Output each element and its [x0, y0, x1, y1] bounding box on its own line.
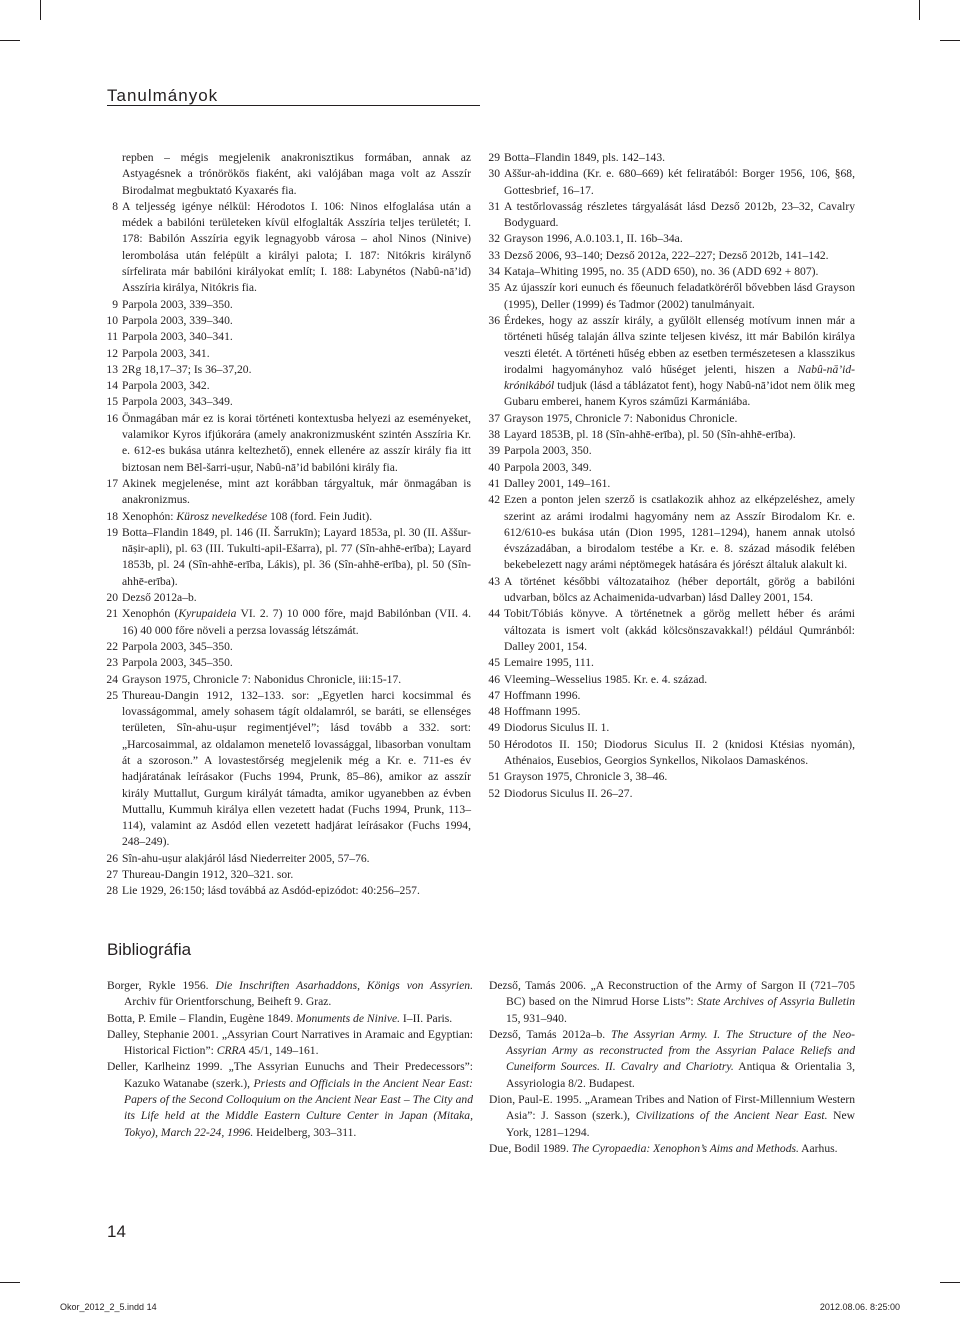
bibliography-entry [489, 978, 855, 1027]
footnote-text: Botta–Flandin 1849, pl. 146 (II. Šarrukīn); Layard 1853a, pl. 30 (II. Aššur-nāṣir-apli), pl. 63 (III. Tukulti-apil-Ešarra), pl. 77 (Sîn-ahhē-erība); Layard 1853b, pl. 24 (Sîn-ahhē-erība, Lákis), pl. 36 (Sîn-ahhē-erība), pl. 50 (Sîn-ahhē-erība). [122, 525, 471, 588]
footnote-number: 20 [106, 591, 118, 605]
footnote-text: Lie 1929, 26:150; lásd továbbá az Asdód-epizódot: 40:256–257. [122, 884, 420, 898]
footnote-number: 31 [488, 199, 500, 213]
footnotes-left-column [105, 150, 471, 900]
footnote-text-italic: Nabû-nā’id-krónikából [504, 362, 855, 393]
footnote-text: Parpola 2003, 339–340. [122, 313, 233, 327]
bibliography-title: The Assyrian Army. I. The Structure of the Neo-Assyrian Army as reconstructed from the Assyrian Palace Reliefs and Cuneiform Sources. II. Cavalry and Chariotry. [506, 1027, 855, 1074]
footnote-text: Parpola 2003, 345–350. [122, 656, 233, 670]
crop-mark [940, 1282, 960, 1283]
footnote-number: 12 [106, 346, 118, 360]
bibliography-text: Borger, Rykle 1956. [107, 979, 216, 992]
footnote [487, 411, 855, 427]
footnote-text: Érdekes, hogy az asszír király, a gyűlölt ellenség motívum innen már a történeti hűség talaján állva szinte teljesen kivész, itt már Babilón királya veszti életét. A történeti hűség ebben az esetben természetesen a klasszikus irodalmi hagyományhoz való hűséget jelenti, hiszen a [504, 313, 855, 376]
footnote-text: Xenophón: [122, 509, 177, 523]
footnote [487, 231, 855, 247]
footnote [105, 655, 471, 671]
footnote-text: Xenophón ( [122, 607, 179, 621]
footnote-text: Hoffmann 1995. [504, 705, 581, 719]
footnote [105, 883, 471, 899]
footnote [487, 150, 855, 166]
bibliography-text: I–II. Paris. [400, 1011, 453, 1025]
footnote-number: 45 [488, 656, 500, 670]
footnote-number: 41 [488, 476, 500, 490]
footnote-number: 19 [106, 525, 118, 539]
footnote-text: Grayson 1996, A.0.103.1, II. 16b–34a. [504, 232, 683, 246]
footnote-text: Aššur-ah-iddina (Kr. e. 680–669) két feliratából: Borger 1956, 106, §68, Gottesbrief, 16–17. [504, 167, 855, 197]
bibliography-entry [489, 1092, 855, 1141]
footnote [105, 590, 471, 606]
bibliography-entry [489, 1027, 855, 1092]
footnote-text: Parpola 2003, 350. [504, 444, 592, 458]
bibliography-text: Due, Bodil 1989. [489, 1141, 572, 1155]
bibliography-text: Aarhus. [798, 1141, 838, 1155]
footnote [487, 199, 855, 232]
footnote [105, 329, 471, 345]
footnote-number: 29 [488, 151, 500, 164]
footnote-number: 50 [488, 737, 500, 751]
footnote-text: VI. 2. 7) 10 000 főre, majd Babilónban (VII. 4. 16) 40 000 főre növeli a perzsa lovasság létszámát. [122, 607, 471, 637]
footnote-text: A testőrlovasság részletes tárgyalását lásd Dezső 2012b, 23–32, Cavalry Bodyguard. [504, 199, 855, 230]
header-rule [107, 105, 480, 106]
footnote-number: 21 [106, 607, 118, 621]
bibliography-text: 45/1, 149–161. [245, 1044, 319, 1058]
footnote-text-italic: Kyrupaideia [178, 607, 237, 621]
print-slug-date: 2012.08.06. 8:25:00 [819, 1302, 900, 1312]
footnote-number: 9 [112, 297, 118, 311]
footnote [487, 443, 855, 459]
footnote [487, 574, 855, 607]
footnote [487, 720, 855, 736]
footnote-number: 33 [488, 248, 500, 262]
footnote-number: 30 [488, 167, 500, 181]
footnote-text: Akinek megjelenése, mint azt korábban tárgyaltuk, már önmagában is anakronizmus. [122, 476, 471, 507]
bibliography-entry [107, 1059, 473, 1140]
footnote-number: 52 [488, 786, 500, 800]
footnote-number: 24 [106, 672, 118, 686]
footnote-number: 23 [106, 656, 118, 670]
footnote [487, 460, 855, 476]
footnote [105, 346, 471, 362]
bibliography-entry [489, 1141, 855, 1157]
footnote [105, 509, 471, 525]
footnote-number: 49 [488, 721, 500, 735]
footnote-text: Parpola 2003, 349. [504, 460, 592, 474]
footnote [105, 411, 471, 476]
footnote [487, 248, 855, 264]
footnote-number: 22 [106, 639, 118, 653]
footnote-text: 108 (ford. Fein Judit). [267, 509, 373, 523]
crop-mark [0, 1282, 20, 1283]
footnote [487, 492, 855, 573]
bibliography-text: Deller, Karlheinz 1999. „The Assyrian Eunuchs and Their Predecessors”: Kazuko Watanabe (szerk.), [107, 1060, 473, 1090]
footnote-text: Vleeming–Wesselius 1985. Kr. e. 4. század. [504, 672, 708, 686]
print-slug-file: Okor_2012_2_5.indd 14 [60, 1302, 157, 1312]
footnote [105, 525, 471, 590]
footnote [487, 655, 855, 671]
footnote [487, 166, 855, 199]
bibliography-text: New York, 1281–1294. [506, 1109, 855, 1139]
footnote-text: repben – mégis megjelenik anakronisztikus formában, annak az Astyagésnek a trónörökös fiaként, aki valójában maga volt az Asszír Birodalmat megbuktató Kyaxarés fia. [122, 151, 471, 197]
bibliography-text: Botta, P. Emile – Flandin, Eugène 1849. [107, 1011, 297, 1025]
footnote-text: Kataja–Whiting 1995, no. 35 (ADD 650), no. 36 (ADD 692 + 807). [504, 265, 819, 279]
footnote [105, 199, 471, 297]
footnote-text: Parpola 2003, 341. [122, 346, 210, 360]
footnote-number: 17 [106, 476, 118, 490]
footnote [487, 672, 855, 688]
footnote-text: Dezső 2006, 93–140; Dezső 2012a, 222–227; Dezső 2012b, 141–142. [504, 248, 829, 262]
footnote-text: Botta–Flandin 1849, pls. 142–143. [504, 151, 666, 164]
footnote-text: tudjuk (lásd a táblázatot fent), hogy Nabû-nā’idot nem ölik meg Gubaru emberei, hanem Kyros száműzi Karmániába. [504, 379, 855, 409]
bibliography-entry [107, 978, 473, 1011]
footnote [105, 639, 471, 655]
footnote-number: 40 [488, 460, 500, 474]
bibliography-text: Heidelberg, 303–311. [253, 1125, 357, 1139]
footnote-text: Dezső 2012a–b. [122, 591, 197, 605]
bibliography-right-column [489, 978, 855, 1157]
footnote-number: 48 [488, 705, 500, 719]
bibliography-entry [107, 1011, 473, 1027]
footnote-number: 11 [106, 330, 118, 344]
footnote-number: 28 [106, 884, 118, 898]
bibliography-title: Monuments de Ninive. [296, 1011, 401, 1025]
footnote-number: 51 [488, 770, 500, 784]
footnote-number: 26 [106, 851, 118, 865]
footnote-text: Thureau-Dangin 1912, 132–133. sor: „Egyetlen harci kocsimmal és lovasságommal, amely sohasem tágít oldalamról, se baráti, se ellenséges területen, Sîn-ahu-uṣur regimentjével”; lásd tovább a 332. sort: „Harcosaimmal, az oldalamon menetelő lovassággal, libasorban vonultam át a szoroson.” A lovastestőrség megjelenik még a Kr. e. 711-es év hadjáratának leírásakor (Fuchs 1994, Prunk, 85–86), amikor az asszír király Muttallut, Gurgum királyát támadta, amikor ugyanebben az évben Muttallu, Kummuh királya ellen vezetett hadat (Fuchs 1994, Prunk, 113–114), valamint az Asdód ellen vezetett hadjárat leírásakor (Fuchs 1994, 248–249). [122, 688, 471, 849]
footnote-text: Parpola 2003, 345–350. [122, 639, 233, 653]
bibliography-text: Archiv für Orientforschung, Beiheft 9. Graz. [124, 995, 332, 1009]
footnote-number: 10 [106, 313, 118, 327]
bibliography-title: CRRA [216, 1044, 246, 1058]
footnote-text: Thureau-Dangin 1912, 320–321. sor. [122, 868, 294, 882]
footnote-text-italic: Kürosz nevelkedése [176, 509, 268, 523]
crop-mark [0, 40, 20, 41]
footnote-text: Ezen a ponton jelen szerző is csatlakozik ahhoz az elképzeléshez, amely szerint az arámi irodalmi hagyomány nem az Asszír Birodalom Kr. e. 612/610-es bukása után (Dion 1995, 1281–1294), hanem annak utolsó évszázadában, a birodalom testébe a Kr. e. 8. század második felében bekebelezett nagy arámi néptömegek hatására és jórészt általuk alakult ki. [504, 493, 855, 572]
footnote-text: Az újasszír kori eunuch és főeunuch feladatköréről bővebben lásd Grayson (1995), Deller (1999) és Tadmor (2002) tanulmányait. [504, 281, 855, 311]
footnote-text: Hérodotos II. 150; Diodorus Siculus II. 2 (knidosi Ktésias nyomán), Athénaios, Eusebios, Georgios Synkellos, Nikolaos Damaskénos. [504, 737, 855, 767]
footnote [487, 313, 855, 411]
footnote-number: 47 [488, 688, 500, 702]
footnote [487, 769, 855, 785]
running-header: Tanulmányok [107, 86, 219, 105]
footnote-text: Tobit/Tóbiás könyve. A történetnek a görög mellett héber és arámi változata is ismert volt (akkád kölcsönszavakkal!) például Qumránból: Dalley 2001, 154. [504, 607, 855, 653]
bibliography-title: Priests and Officials in the Ancient Near East: Papers of the Second Colloquium on the Ancient Near East – The City and its Life held at the Middle Eastern Culture Center in Japan (Mitaka, Tokyo), March 22-24, 1996. [124, 1076, 473, 1139]
footnote [105, 688, 471, 851]
footnote-number: 8 [112, 199, 118, 213]
crop-mark [40, 0, 41, 20]
footnote-number: 37 [488, 411, 500, 425]
footnote-text: Parpola 2003, 342. [122, 379, 210, 393]
footnote-text: Parpola 2003, 343–349. [122, 395, 233, 409]
bibliography-heading: Bibliográfia [107, 940, 192, 959]
footnote-number: 18 [106, 509, 118, 523]
footnote-number: 39 [488, 444, 500, 458]
footnote-text: Diodorus Siculus II. 26–27. [504, 786, 633, 800]
footnote [105, 606, 471, 639]
footnote [105, 851, 471, 867]
footnote [105, 378, 471, 394]
footnote [105, 476, 471, 509]
footnote [487, 280, 855, 313]
bibliography-text: 15, 931–940. [506, 1011, 567, 1025]
bibliography-text: Antiqua & Orientalia 3, Assyriologia 8/2. Budapest. [506, 1060, 855, 1090]
bibliography-left-column [107, 978, 473, 1141]
footnote-number: 13 [106, 362, 118, 376]
footnote [105, 672, 471, 688]
bibliography-entry [107, 1027, 473, 1060]
footnote-number: 14 [106, 379, 118, 393]
bibliography-text: Dezső, Tamás 2012a–b. [489, 1027, 612, 1041]
footnote-number: 46 [488, 672, 500, 686]
footnote [105, 297, 471, 313]
footnote-text: Grayson 1975, Chronicle 3, 38–46. [504, 770, 668, 784]
footnote-number: 43 [488, 574, 500, 588]
footnote-text: Önmagában már ez is korai történeti kontextusba helyezi az eseményeket, valamikor Kyros ifjúkorára (amely anakronizmusként szintén Asszíria Kr. e. 612-es bukása utánra keltezhető), ennek ellenére az asszír király fia itt biztosan nem Bēl-šarri-uṣur, Nabû-nā’id babilóni király fia. [122, 411, 471, 474]
footnote-number: 16 [106, 411, 118, 425]
footnote-text: Layard 1853B, pl. 18 (Sîn-ahhē-erība), pl. 50 (Sîn-ahhē-erība). [504, 428, 796, 442]
footnote-text: Sîn-ahu-uṣur alakjáról lásd Niederreiter 2005, 57–76. [122, 851, 370, 865]
footnote-number: 25 [106, 688, 118, 702]
footnote [105, 394, 471, 410]
footnote-number: 34 [488, 265, 500, 279]
footnote [487, 476, 855, 492]
footnote-text: Grayson 1975, Chronicle 7: Nabonidus Chronicle. [504, 411, 738, 425]
footnote-text: Parpola 2003, 340–341. [122, 330, 233, 344]
bibliography-title: Die Inschriften Asarhaddons, Königs von Assyrien. [215, 979, 473, 992]
footnote [105, 362, 471, 378]
footnote-number: 27 [106, 868, 118, 882]
crop-mark [919, 0, 920, 20]
footnote-text: Parpola 2003, 339–350. [122, 297, 233, 311]
footnote-text: Lemaire 1995, 111. [504, 656, 594, 670]
bibliography-title: The Cyropaedia: Xenophon’s Aims and Methods. [571, 1141, 799, 1155]
footnote-number: 44 [488, 607, 500, 621]
footnote-text: Hoffmann 1996. [504, 688, 581, 702]
footnote [105, 150, 471, 199]
footnote-text: Diodorus Siculus II. 1. [504, 721, 610, 735]
bibliography-text: Dalley, Stephanie 2001. „Assyrian Court Narratives in Aramaic and Egyptian: Historical Fiction”: [107, 1027, 473, 1058]
footnote-number: 35 [488, 281, 500, 295]
footnote [487, 704, 855, 720]
bibliography-title: Civilizations of the Ancient Near East. [635, 1109, 828, 1123]
footnote-number: 38 [488, 428, 500, 442]
footnote [105, 867, 471, 883]
footnotes-right-column [487, 150, 855, 802]
footnote [487, 606, 855, 655]
footnote-text: A történet későbbi változataihoz (héber deportált, görög a babilóni udvarban, bölcs az Achaimenida-udvarban) lásd Dalley 2001, 154. [504, 574, 855, 605]
bibliography-text: Dion, Paul-E. 1995. „Aramean Tribes and Nation of First-Millennium Western Asia”: J. Sasson (szerk.), [489, 1093, 855, 1123]
footnote-number: 32 [488, 232, 500, 246]
footnote [487, 264, 855, 280]
crop-mark [940, 40, 960, 41]
bibliography-title: State Archives of Assyria Bulletin [697, 995, 855, 1009]
footnote-text: Dalley 2001, 149–161. [504, 476, 611, 490]
footnote-text: Grayson 1975, Chronicle 7: Nabonidus Chronicle, iii:15-17. [122, 672, 402, 686]
footnote [487, 427, 855, 443]
footnote-text: A teljesség igénye nélkül: Hérodotos I. 106: Ninos elfoglalása után a médek a babilóni területeken kívül elfoglalták Asszíria teljes területét; I. 178: Babilón Asszíria egyik legnagyobb városa – ahol Ninos (Ninive) lerombolása után felépült a királyi palota; I. 187: Nitókris királynő sírfelirata már babilóni királyokat említ; I. 188: Labynétos (Nabû-nā’id) Asszíria királya, Nitókris fia. [122, 199, 471, 295]
footnote-number: 36 [488, 313, 500, 327]
bibliography-text: Dezső, Tamás 2006. „A Reconstruction of the Army of Sargon II (721–705 BC) based on the Nimrud Horse Lists”: [489, 979, 855, 1009]
footnote-number: 15 [106, 395, 118, 409]
footnote [105, 313, 471, 329]
footnote [487, 737, 855, 770]
footnote [487, 688, 855, 704]
page-number: 14 [107, 1222, 126, 1241]
footnote-text: 2Rg 18,17–37; Is 36–37,20. [122, 362, 252, 376]
footnote-number: 42 [488, 493, 500, 507]
footnote [487, 786, 855, 802]
